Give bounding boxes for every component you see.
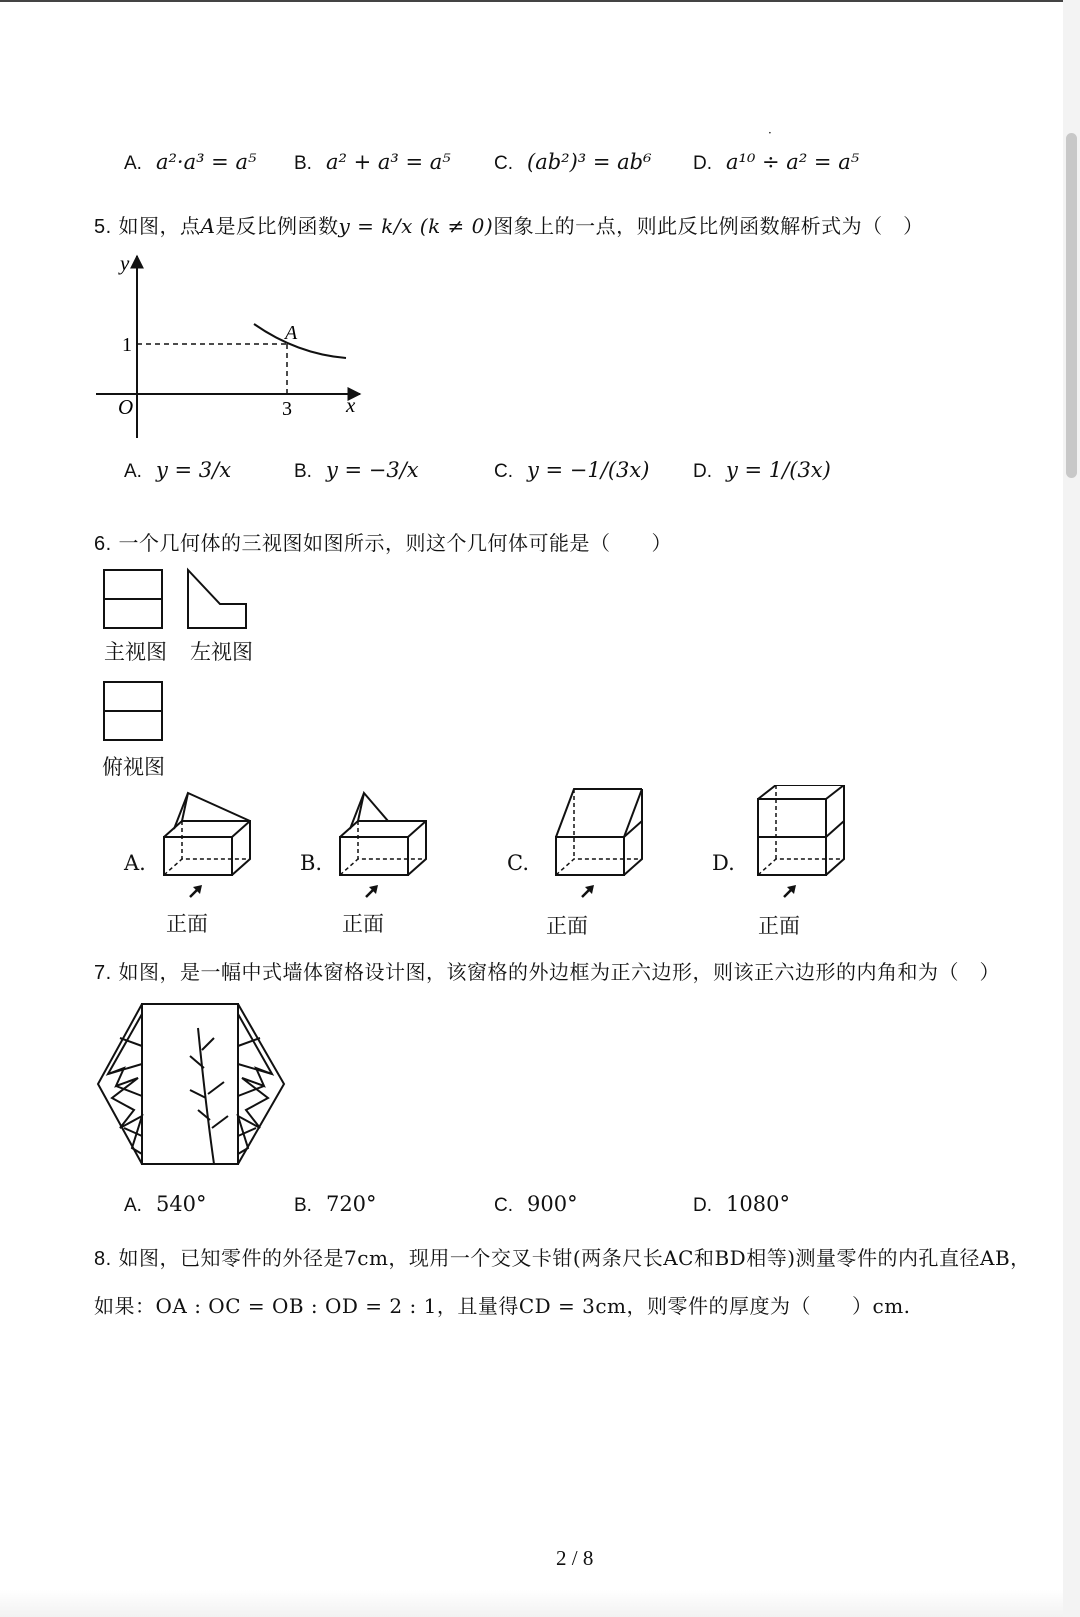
front-label-c: 正面 (546, 914, 588, 938)
q5-option-b (294, 458, 419, 483)
q7-option-a (124, 1192, 207, 1217)
q5-text-after: 图象上的一点，则此反比例函数解析式为（ ） (493, 214, 924, 238)
q5-function: y = k/x (k ≠ 0) (338, 214, 494, 238)
q6-solid-c (552, 785, 662, 905)
scrollbar-thumb[interactable] (1066, 133, 1077, 478)
option-label: B. (294, 153, 312, 174)
q4-option-a (124, 150, 256, 175)
q6-option-b-label: B. (300, 851, 323, 875)
y-axis-label: y (120, 251, 130, 275)
q7-option-d (693, 1192, 790, 1217)
q7-hexagon-window (94, 998, 294, 1170)
option-label: C. (494, 461, 513, 482)
q5-text-before: 如图，点 (118, 214, 201, 238)
origin-label: O (118, 395, 134, 419)
q5-option-a (124, 458, 231, 483)
x-axis-label: x (346, 393, 356, 417)
option-label: A. (124, 1195, 142, 1216)
option-expression: (ab²)³ = ab⁶ (527, 150, 652, 174)
q5-graph (92, 250, 372, 450)
q5-text-mid: 是反比例函数 (215, 214, 339, 238)
option-label: B. (294, 1195, 312, 1216)
option-label: C. (494, 1195, 513, 1216)
q6-solid-b (336, 785, 446, 905)
top-border (0, 0, 1066, 2)
front-label-d: 正面 (758, 914, 800, 938)
q6-option-c-label: C. (507, 851, 529, 875)
option-label: A. (124, 153, 142, 174)
option-value: 720° (325, 1192, 377, 1216)
page-indicator: 2 / 8 (556, 1546, 594, 1570)
option-expression: y = −3/x (325, 458, 419, 482)
q5-stem (94, 210, 924, 239)
q7-option-c (494, 1192, 578, 1217)
q6-solid-a (160, 785, 270, 905)
q7-option-b (294, 1192, 377, 1217)
hyperbola-curve (254, 324, 346, 358)
q7-text: 如图，是一幅中式墙体窗格设计图，该窗格的外边框为正六边形，则该正六边形的内角和为（ ） (118, 960, 1001, 984)
option-label: A. (124, 461, 142, 482)
front-label-b: 正面 (342, 912, 384, 936)
y-tick-label: 1 (122, 334, 132, 356)
q4-option-c (494, 150, 652, 175)
stray-dot: · (768, 126, 772, 140)
question-number: 5. (94, 216, 112, 238)
left-view-caption: 左视图 (190, 640, 253, 664)
q6-stem (94, 527, 672, 556)
option-value: 1080° (726, 1192, 790, 1216)
q8-text-line1: 如图，已知零件的外径是7cm，现用一个交叉卡钳(两条尺长AC和BD相等)测量零件的内孔直径AB， (118, 1246, 1031, 1270)
q8-stem-line2: 如果：OA : OC = OB : OD = 2 : 1，且量得CD = 3cm，则零件的厚度为（ ）cm. (94, 1294, 911, 1318)
q5-point: A (200, 214, 216, 238)
q6-solid-d (754, 785, 864, 905)
option-expression: a² + a³ = a⁵ (325, 150, 451, 174)
option-expression: y = 1/(3x) (726, 458, 831, 482)
front-view-caption: 主视图 (104, 640, 167, 664)
q6-option-d-label: D. (712, 851, 735, 875)
q6-text: 一个几何体的三视图如图所示，则这个几何体可能是（ ） (118, 531, 673, 555)
front-label-a: 正面 (166, 912, 208, 936)
q6-option-a-label: A. (124, 851, 146, 875)
question-number: 6. (94, 533, 112, 555)
point-a-label: A (285, 322, 298, 344)
q4-option-d (693, 150, 859, 175)
option-label: D. (693, 1195, 712, 1216)
q5-option-c (494, 458, 649, 483)
q7-stem (94, 956, 1000, 985)
option-label: D. (693, 153, 712, 174)
top-view-caption: 俯视图 (102, 755, 165, 779)
option-label: C. (494, 153, 513, 174)
page-bottom-edge (0, 1590, 1063, 1617)
option-expression: y = 3/x (155, 458, 232, 482)
option-expression: a¹⁰ ÷ a² = a⁵ (726, 150, 860, 174)
q5-option-d (693, 458, 831, 483)
option-value: 900° (527, 1192, 578, 1216)
q8-stem-line1 (94, 1242, 1031, 1271)
question-number: 7. (94, 962, 112, 984)
option-expression: a²·a³ = a⁵ (155, 150, 257, 174)
q4-option-b (294, 150, 451, 175)
left-view-drawing (188, 570, 246, 628)
option-expression: y = −1/(3x) (527, 458, 650, 482)
question-number: 8. (94, 1248, 112, 1270)
option-value: 540° (155, 1192, 207, 1216)
front-view-drawing (104, 570, 162, 628)
option-label: B. (294, 461, 312, 482)
top-view-drawing (104, 682, 162, 740)
option-label: D. (693, 461, 712, 482)
x-tick-label: 3 (282, 398, 292, 420)
